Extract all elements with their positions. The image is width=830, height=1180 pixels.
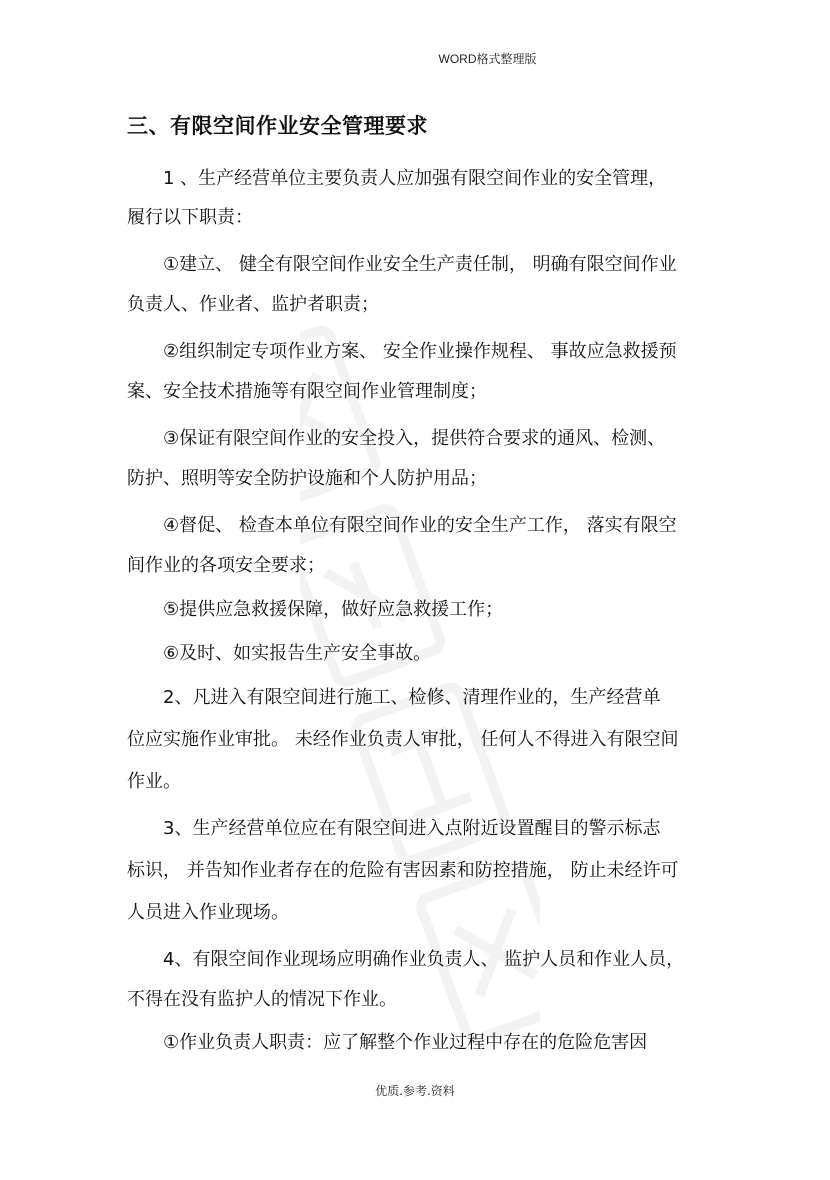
body-line: 作业。 — [127, 771, 181, 792]
body-line: 2、凡进入有限空间进行施工、检修、清理作业的，生产经营单 — [163, 687, 661, 708]
body-line: 人员进入作业现场。 — [127, 902, 289, 923]
body-line: ①作业负责人职责：应了解整个作业过程中存在的危险危害因 — [163, 1032, 648, 1053]
body-line: 4、有限空间作业现场应明确作业负责人、 监护人员和作业人员， — [163, 949, 685, 970]
body-line: ④督促、 检查本单位有限空间作业的安全生产工作， 落实有限空 — [163, 515, 677, 536]
body-line: ①建立、 健全有限空间作业安全生产责任制， 明确有限空间作业 — [163, 254, 677, 275]
body-line: 位应实施作业审批。 未经作业负责人审批， 任何人不得进入有限空间 — [127, 729, 679, 750]
body-line: 案、安全技术措施等有限空间作业管理制度； — [127, 381, 487, 402]
section-title: 三、有限空间作业安全管理要求 — [127, 114, 428, 138]
body-line: ⑥及时、如实报告生产安全事故。 — [163, 643, 432, 664]
body-line: 履行以下职责： — [127, 207, 253, 228]
body-line: 不得在没有监护人的情况下作业。 — [127, 989, 397, 1010]
body-line: ⑤提供应急救援保障，做好应急救援工作； — [163, 599, 504, 620]
running-header: WORD格式整理版 — [438, 52, 537, 66]
body-line: ②组织制定专项作业方案、 安全作业操作规程、 事故应急救援预 — [163, 341, 677, 362]
body-line: 负责人、作业者、监护者职责； — [127, 294, 379, 315]
body-line: ③保证有限空间作业的安全投入，提供符合要求的通风、检测、 — [163, 428, 666, 449]
body-line: 间作业的各项安全要求； — [127, 555, 325, 576]
body-line: 标识， 并告知作业者存在的危险有害因素和防控措施， 防止未经许可 — [127, 860, 679, 881]
page-footer: 优质.参考.资料 — [375, 1084, 455, 1098]
body-line: 1 、生产经营单位主要负责人应加强有限空间作业的安全管理， — [163, 168, 667, 189]
body-line: 3、生产经营单位应在有限空间进入点附近设置醒目的警示标志 — [163, 818, 661, 839]
body-line: 防护、照明等安全防护设施和个人防护用品； — [127, 468, 487, 489]
